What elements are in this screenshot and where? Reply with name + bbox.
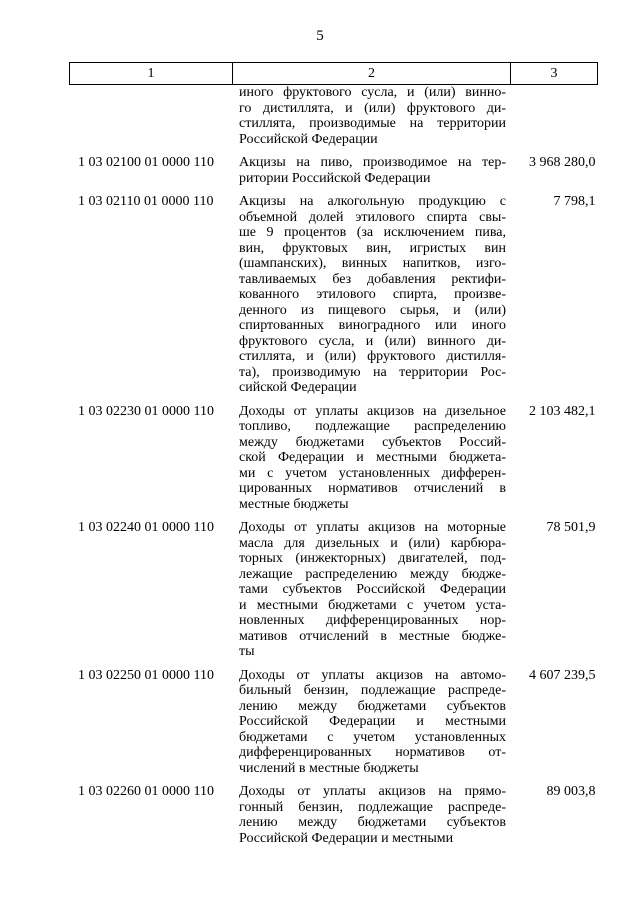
description-line: цированных нормативов отчислений в bbox=[239, 481, 506, 496]
description-line: фруктового сусла, и (или) винного ди- bbox=[239, 333, 506, 349]
column-header-amount: 3 bbox=[511, 63, 598, 85]
description-line: бильный бензин, подлежащие распреде- bbox=[239, 683, 506, 698]
table-row bbox=[70, 147, 598, 186]
budget-code: 1 03 02250 01 0000 110 bbox=[78, 667, 214, 683]
budget-code: 1 03 02260 01 0000 110 bbox=[78, 784, 214, 799]
description-line: Российской Федерации bbox=[239, 131, 378, 147]
description-line: Акцизы на пиво, производимое на тер- bbox=[239, 155, 506, 170]
description-line: ты bbox=[239, 644, 255, 659]
amount: 4 607 239,5 bbox=[529, 667, 596, 683]
table-body bbox=[70, 85, 598, 847]
description-line: ской Федерации и местными бюджета- bbox=[239, 450, 506, 465]
description-line: масла для дизельных и (или) карбюра- bbox=[239, 535, 506, 551]
revenue-description bbox=[233, 85, 511, 148]
description-line: вин, фруктовых вин, игристых вин bbox=[239, 240, 506, 256]
description-line: ше 9 процентов (за исключением пива, bbox=[239, 225, 506, 240]
table-row bbox=[70, 512, 598, 660]
table-row bbox=[70, 660, 598, 777]
description-line: Российской Федерации и местными bbox=[239, 830, 454, 846]
description-line: сийской Федерации bbox=[239, 380, 357, 395]
budget-code: 1 03 02240 01 0000 110 bbox=[78, 520, 214, 535]
description-line: местные бюджеты bbox=[239, 496, 349, 512]
description-line: Доходы от уплаты акцизов на моторные bbox=[239, 520, 506, 535]
description-line: спиртованных виноградного или иного bbox=[239, 318, 506, 333]
description-line: объемной долей этилового спирта свы- bbox=[239, 209, 506, 225]
revenue-description bbox=[233, 186, 511, 396]
description-line: Доходы от уплаты акцизов на прямо- bbox=[239, 784, 506, 799]
description-line: лежащие распределению между бюдже- bbox=[239, 566, 506, 582]
revenue-description bbox=[233, 396, 511, 513]
description-line: Доходы от уплаты акцизов на дизельное bbox=[239, 403, 506, 419]
description-line: стиллята, и (или) фруктового дистилля- bbox=[239, 349, 506, 364]
description-line: та), производимую на территории Рос- bbox=[239, 364, 506, 380]
page-number: 5 bbox=[316, 28, 324, 44]
description-line: денного из пищевого сырья, и (или) bbox=[239, 302, 506, 318]
amount: 89 003,8 bbox=[546, 784, 596, 799]
description-line: числений в местные бюджеты bbox=[239, 760, 419, 776]
description-line: Доходы от уплаты акцизов на автомо- bbox=[239, 667, 506, 683]
description-line: мативов отчислений в местные бюдже- bbox=[239, 628, 506, 644]
description-line: ми с учетом установленных дифферен- bbox=[239, 465, 506, 481]
description-line: дифференцированных нормативов от- bbox=[239, 745, 506, 760]
description-line: (шампанских), винных напитков, изго- bbox=[239, 256, 506, 271]
description-line: топливо, подлежащие распределению bbox=[239, 419, 506, 434]
budget-code bbox=[70, 85, 233, 148]
description-line: стиллята, производимые на территории bbox=[239, 116, 506, 131]
description-line: между бюджетами субъектов Россий- bbox=[239, 434, 506, 450]
budget-code: 1 03 02230 01 0000 110 bbox=[78, 403, 214, 419]
description-line: и местными бюджетами с учетом уста- bbox=[239, 597, 506, 613]
description-line: Российской Федерации и местными bbox=[239, 714, 506, 729]
amount: 78 501,9 bbox=[546, 520, 596, 535]
description-line: новленных дифференцированных нор- bbox=[239, 613, 506, 628]
description-line: иного фруктового сусла, и (или) винно- bbox=[239, 85, 506, 100]
table-header-row bbox=[70, 63, 598, 85]
description-line: бюджетами с учетом установленных bbox=[239, 729, 506, 745]
description-line: торных (инжекторных) двигателей, под- bbox=[239, 551, 506, 566]
description-line: тами субъектов Российской Федерации bbox=[239, 582, 506, 597]
table-row bbox=[70, 396, 598, 513]
table-row bbox=[70, 85, 598, 148]
table-row bbox=[70, 776, 598, 846]
revenue-description bbox=[233, 776, 511, 846]
budget-code: 1 03 02110 01 0000 110 bbox=[78, 194, 214, 209]
column-header-code: 1 bbox=[70, 63, 233, 85]
description-line: тавливаемых без добавления ректифи- bbox=[239, 271, 506, 287]
description-line: лению между бюджетами субъектов bbox=[239, 815, 506, 830]
description-line: Акцизы на алкогольную продукцию с bbox=[239, 194, 506, 209]
revenue-description bbox=[233, 660, 511, 777]
description-line: ритории Российской Федерации bbox=[239, 170, 431, 186]
revenue-description bbox=[233, 512, 511, 660]
description-line: го дистиллята, и (или) фруктового ди- bbox=[239, 100, 506, 116]
revenue-table bbox=[69, 62, 598, 846]
description-line: гонный бензин, подлежащие распреде- bbox=[239, 799, 506, 815]
description-line: лению между бюджетами субъектов bbox=[239, 698, 506, 714]
amount: 3 968 280,0 bbox=[529, 155, 596, 170]
description-line: кованного этилового спирта, произве- bbox=[239, 287, 506, 302]
amount bbox=[511, 85, 598, 148]
amount: 2 103 482,1 bbox=[529, 403, 596, 419]
budget-code: 1 03 02100 01 0000 110 bbox=[78, 155, 214, 170]
amount: 7 798,1 bbox=[553, 194, 596, 209]
column-header-description: 2 bbox=[233, 63, 511, 85]
table-row bbox=[70, 186, 598, 396]
revenue-description bbox=[233, 147, 511, 186]
